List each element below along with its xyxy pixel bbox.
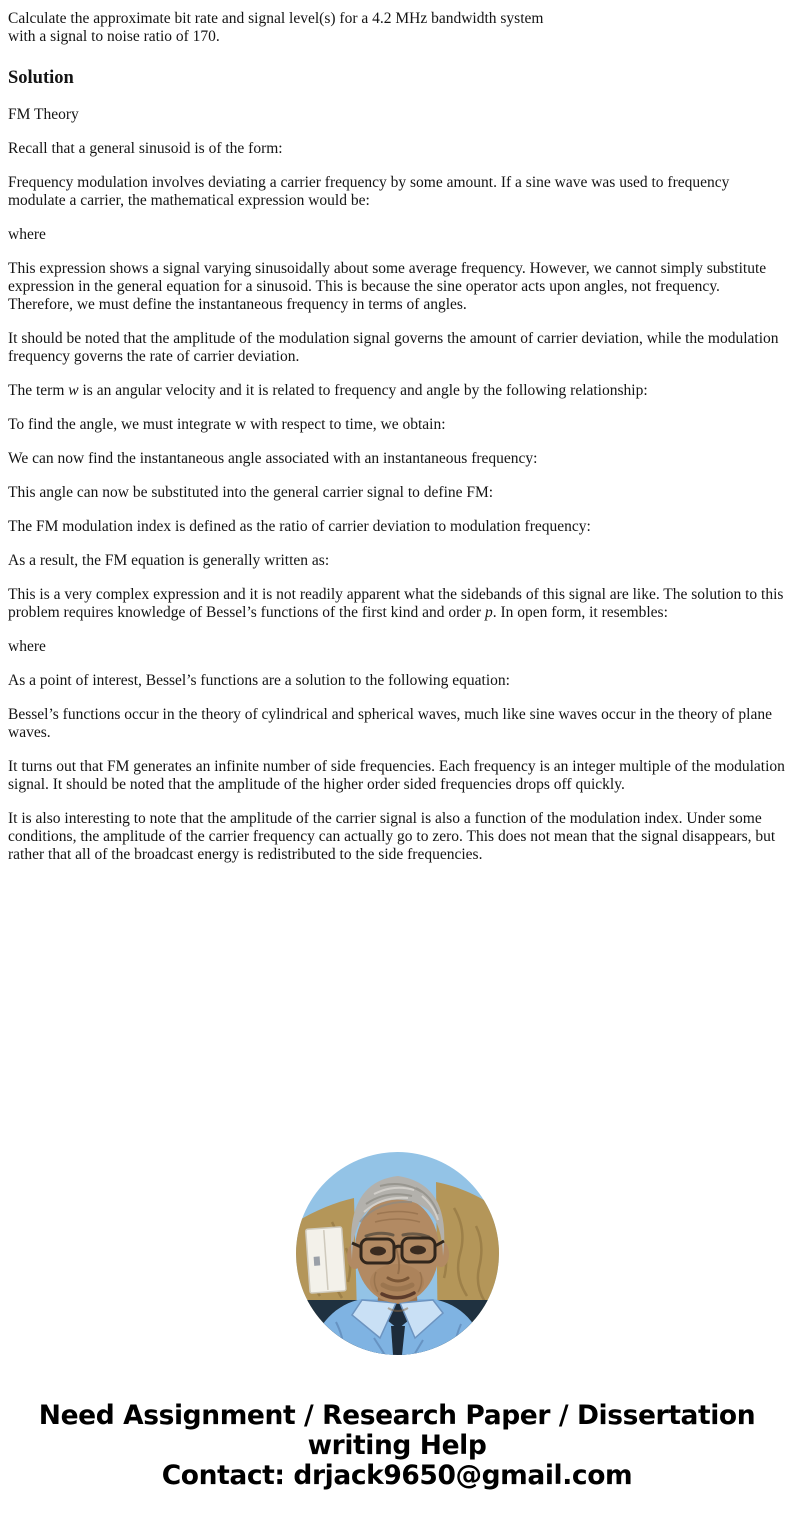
paragraph-complex-expression [8, 586, 786, 622]
paragraph-bessel-occur: Bessel’s functions occur in the theory of cylindrical and spherical waves, much like sine waves occur in the theory of plane waves. [8, 706, 772, 741]
paragraph-recall: Recall that a general sinusoid is of the form: [8, 140, 283, 157]
footer-line2: writing Help [307, 1430, 487, 1461]
window-frame [305, 1227, 345, 1293]
paragraph-instantaneous-angle: We can now find the instantaneous angle associated with an instantaneous frequency: [8, 450, 538, 467]
problem-statement [8, 10, 786, 46]
paragraph-modulation-index: The FM modulation index is defined as the ratio of carrier deviation to modulation frequency: [8, 518, 591, 535]
paragraph-complex-post: . In open form, it resembles: [492, 604, 668, 621]
paragraph-term-w-post: is an angular velocity and it is related to frequency and angle by the following relationship: [78, 382, 648, 399]
variable-w: w [68, 382, 79, 399]
footer-line1: Need Assignment / Research Paper / Dissertation [38, 1400, 756, 1431]
paragraph-bessel-solution: As a point of interest, Bessel’s functions are a solution to the following equation: [8, 672, 510, 689]
paragraph-carrier-amplitude: It is also interesting to note that the amplitude of the carrier signal is also a function of the modulation index. Under some conditions, the amplitude of the carrier frequency can actually go to zero. This does not mean that the signal disappears, but rather that all of the broadcast energy is redistributed to the side frequencies. [8, 810, 776, 863]
paragraph-complex-pre: This is a very complex expression and it is not readily apparent what the sidebands of this signal are like. The solution to this problem requires knowledge of Bessel’s functions of the first kind and order [8, 586, 784, 621]
footer-banner [8, 1401, 786, 1521]
footer-contact-email: Contact: drjack9650@gmail.com [161, 1460, 633, 1491]
paragraph-integrate: To find the angle, we must integrate w with respect to time, we obtain: [8, 416, 446, 433]
paragraph-side-frequencies: It turns out that FM generates an infinite number of side frequencies. Each frequency is an integer multiple of the modulation signal. It should be noted that the amplitude of the higher order sided frequencies drops off quickly. [8, 758, 785, 793]
solution-heading: Solution [8, 68, 74, 88]
paragraph-where-2: where [8, 638, 46, 655]
tutor-avatar-image [296, 1152, 499, 1355]
paragraph-amplitude-note: It should be noted that the amplitude of the modulation signal governs the amount of carrier deviation, while the modulation frequency governs the rate of carrier deviation. [8, 330, 779, 365]
paragraph-where-1: where [8, 226, 46, 243]
problem-statement-line2: with a signal to noise ratio of 170. [8, 28, 220, 45]
paragraph-frequency-modulation: Frequency modulation involves deviating a carrier frequency by some amount. If a sine wave was used to frequency modulate a carrier, the mathematical expression would be: [8, 174, 730, 209]
problem-statement-line1: Calculate the approximate bit rate and signal level(s) for a 4.2 MHz bandwidth system [8, 10, 544, 27]
paragraph-term-w-pre: The term [8, 382, 69, 399]
paragraph-fm-equation: As a result, the FM equation is generally written as: [8, 552, 330, 569]
paragraph-substitute-angle: This angle can now be substituted into the general carrier signal to define FM: [8, 484, 494, 501]
paragraph-term-w [8, 382, 786, 400]
variable-p: p [484, 604, 493, 621]
paragraph-expression: This expression shows a signal varying sinusoidally about some average frequency. However, we cannot simply substitute expression in the general equation for a sinusoid. This is because the sine operator acts upon angles, not frequency. Therefore, we must define the instantaneous frequency in terms of angles. [8, 260, 767, 313]
whitespace-spacer [8, 880, 786, 1152]
paragraph-fm-theory: FM Theory [8, 106, 79, 123]
tutor-photo-figure [8, 1152, 786, 1355]
